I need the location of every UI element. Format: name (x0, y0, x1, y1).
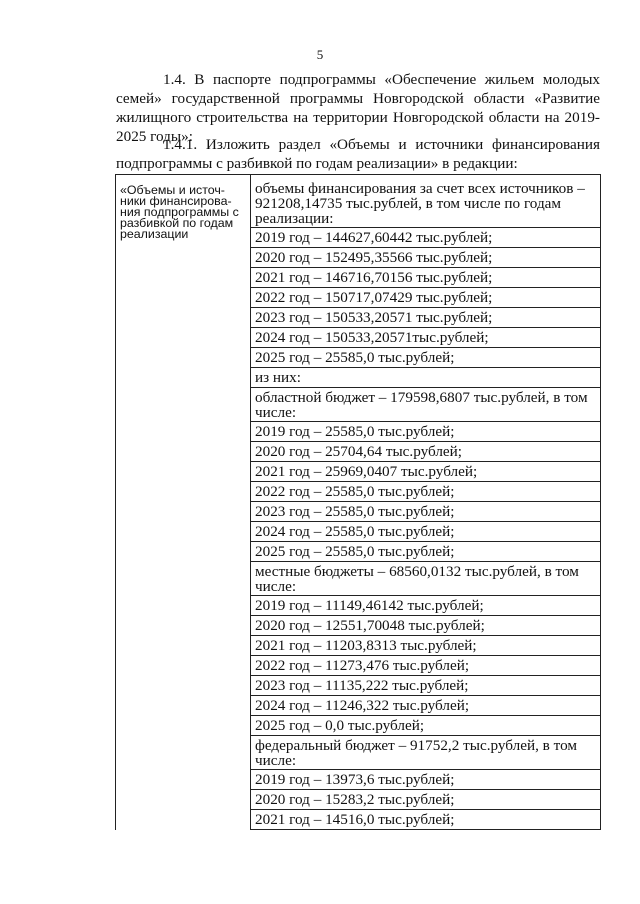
table-row: 2020 год – 25704,64 тыс.рублей; (251, 442, 600, 462)
table-row: 2023 год – 25585,0 тыс.рублей; (251, 502, 600, 522)
table-row: 2019 год – 25585,0 тыс.рублей; (251, 422, 600, 442)
funding-table (115, 174, 601, 830)
left-header-line: ния подпрограммы с (120, 205, 239, 219)
table-row: 2025 год – 25585,0 тыс.рублей; (251, 542, 600, 562)
table-row: 2019 год – 11149,46142 тыс.рублей; (251, 596, 600, 616)
left-header-line: ники финансирова- (120, 194, 232, 208)
table-row-total: объемы финансирования за счет всех источников – 921208,14735 тыс.рублей, в том числе по годам реализации: (251, 179, 600, 228)
table-row: 2024 год – 11246,322 тыс.рублей; (251, 696, 600, 716)
table-row: 2020 год – 152495,35566 тыс.рублей; (251, 248, 600, 268)
table-row-subheader: из них: (251, 368, 600, 388)
table-row: 2025 год – 25585,0 тыс.рублей; (251, 348, 600, 368)
table-row: 2019 год – 13973,6 тыс.рублей; (251, 770, 600, 790)
paragraph-1-4: 1.4. В паспорте подпрограммы «Обеспечение жильем молодых семей» государственной программы Новгородской области «Развитие жилищного строительства на территории Новгородской области на 2019-2025 годы»: (116, 71, 600, 145)
table-row: 2024 год – 150533,20571тыс.рублей; (251, 328, 600, 348)
table-row: 2020 год – 15283,2 тыс.рублей; (251, 790, 600, 810)
table-row-regional-budget: областной бюджет – 179598,6807 тыс.рублей, в том числе: (251, 388, 600, 422)
table-row: 2023 год – 150533,20571 тыс.рублей; (251, 308, 600, 328)
table-row-local-budgets: местные бюджеты – 68560,0132 тыс.рублей, в том числе: (251, 562, 600, 596)
table-row: 2022 год – 150717,07429 тыс.рублей; (251, 288, 600, 308)
page-number: 5 (316, 47, 324, 62)
table-row: 2021 год – 146716,70156 тыс.рублей; (251, 268, 600, 288)
table-left-header-cell (116, 175, 251, 830)
table-row: 2022 год – 25585,0 тыс.рублей; (251, 482, 600, 502)
table-row: 2021 год – 14516,0 тыс.рублей; (251, 810, 600, 830)
left-header-line: реализации (120, 227, 189, 241)
table-row: 2024 год – 25585,0 тыс.рублей; (251, 522, 600, 542)
table-row-federal-budget: федеральный бюджет – 91752,2 тыс.рублей, в том числе: (251, 736, 600, 770)
left-header-line: «Объемы и источ- (120, 183, 225, 197)
table-right-column (251, 175, 600, 830)
table-row: 2019 год – 144627,60442 тыс.рублей; (251, 228, 600, 248)
table-row: 2022 год – 11273,476 тыс.рублей; (251, 656, 600, 676)
left-header-line: разбивкой по годам (120, 216, 234, 230)
paragraph-1-4-1: 1.4.1. Изложить раздел «Объемы и источники финансирования подпрограммы с разбивкой по годам реализации» в редакции: (116, 136, 600, 172)
table-row: 2021 год – 11203,8313 тыс.рублей; (251, 636, 600, 656)
table-row: 2023 год – 11135,222 тыс.рублей; (251, 676, 600, 696)
table-row: 2025 год – 0,0 тыс.рублей; (251, 716, 600, 736)
table-row: 2020 год – 12551,70048 тыс.рублей; (251, 616, 600, 636)
table-row: 2021 год – 25969,0407 тыс.рублей; (251, 462, 600, 482)
